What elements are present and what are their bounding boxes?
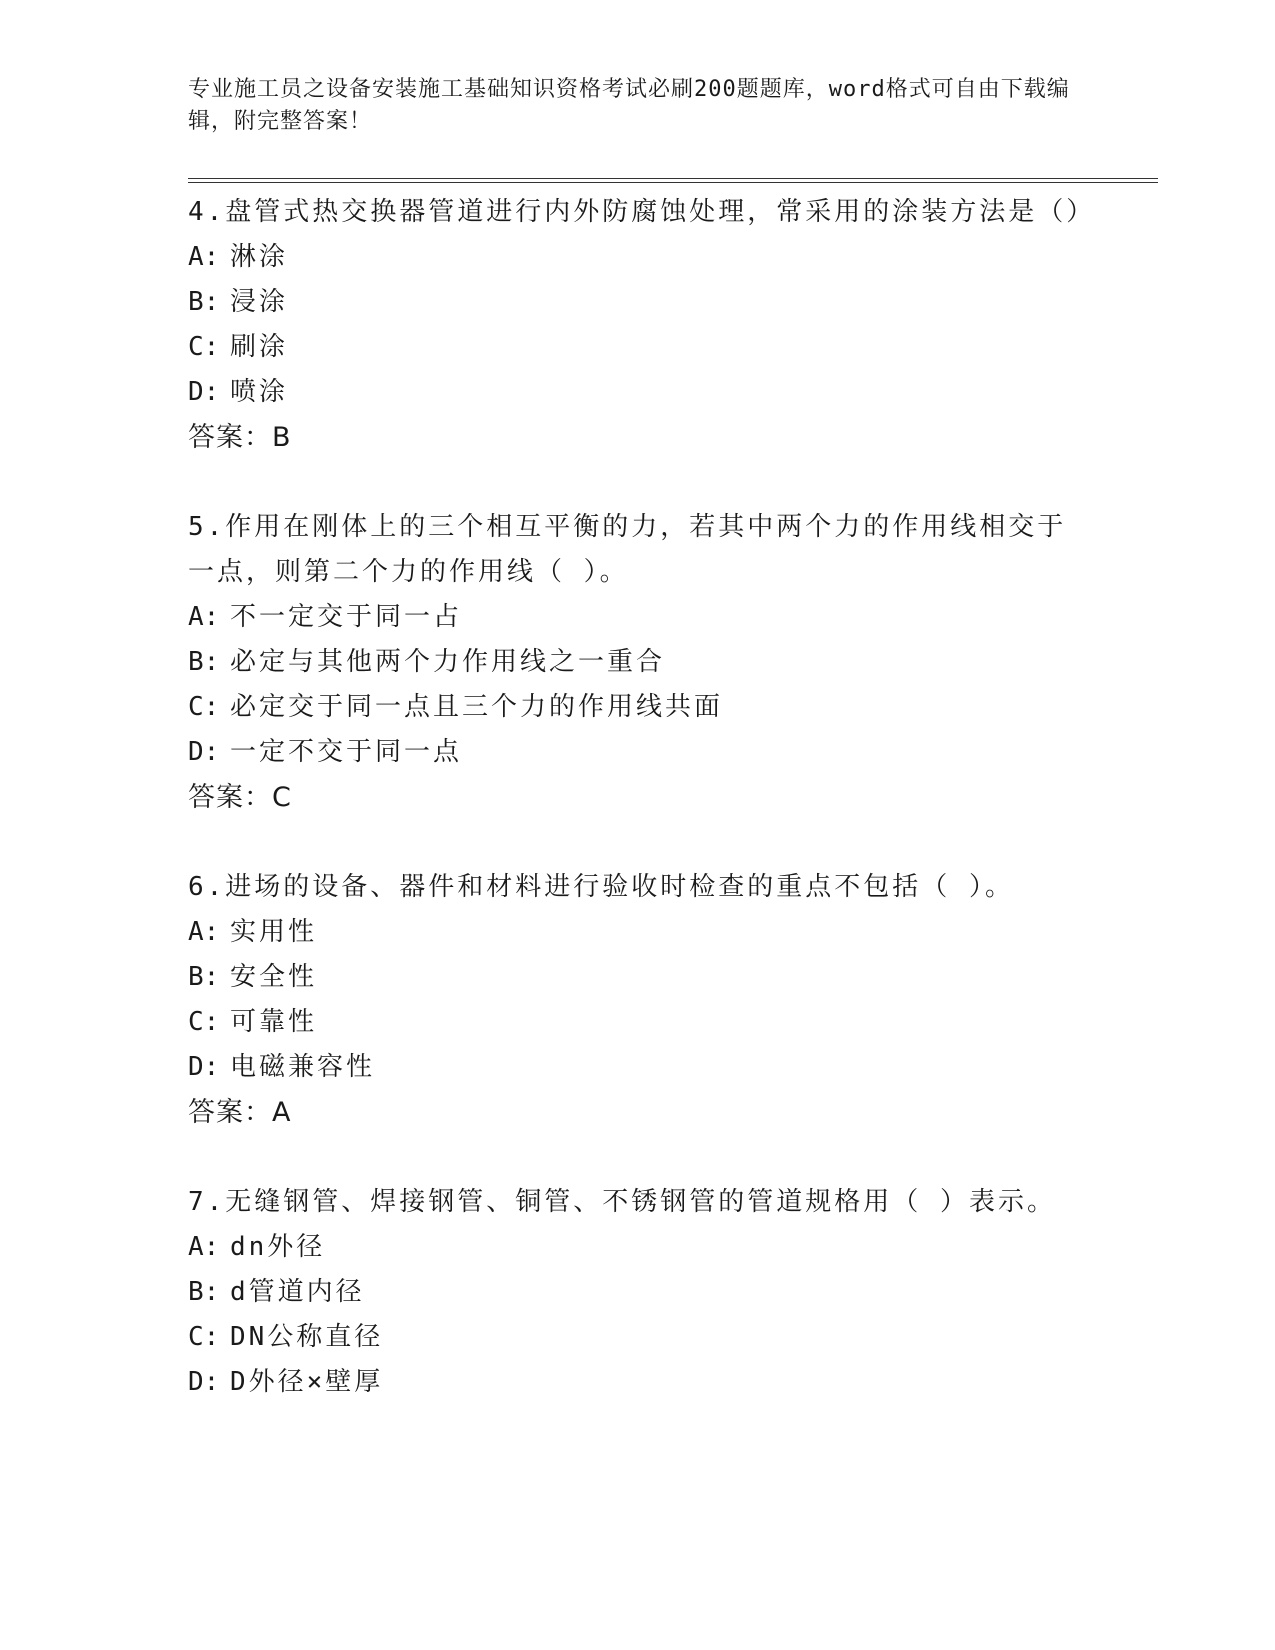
option-letter: C: bbox=[188, 1322, 220, 1352]
option-letter: B: bbox=[188, 962, 220, 992]
answer-line: 答案：B bbox=[188, 422, 292, 453]
option-letter: C: bbox=[188, 692, 220, 722]
option-text: 刷涂 bbox=[230, 332, 289, 362]
option-text: 必定与其他两个力作用线之一重合 bbox=[230, 647, 666, 677]
question-stem: 6.进场的设备、器件和材料进行验收时检查的重点不包括（ ）。 bbox=[188, 872, 1014, 902]
option-a bbox=[188, 910, 1088, 955]
option-letter: A: bbox=[188, 1232, 220, 1262]
option-text: 必定交于同一点且三个力的作用线共面 bbox=[230, 692, 724, 722]
option-c bbox=[188, 325, 1088, 370]
option-text: 实用性 bbox=[230, 917, 318, 947]
option-letter: B: bbox=[188, 647, 220, 677]
question-list bbox=[188, 190, 1096, 1449]
option-text: 浸涂 bbox=[230, 287, 289, 317]
header-divider-top bbox=[188, 178, 1158, 179]
option-text: 一定不交于同一点 bbox=[230, 737, 463, 767]
option-c bbox=[188, 1315, 1088, 1360]
option-letter: D: bbox=[188, 1052, 220, 1082]
answer-line: 答案：A bbox=[188, 1097, 292, 1128]
question-5 bbox=[188, 505, 1088, 821]
option-text: 可靠性 bbox=[230, 1007, 318, 1037]
option-letter: C: bbox=[188, 1007, 220, 1037]
option-text: 电磁兼容性 bbox=[230, 1052, 376, 1082]
option-a bbox=[188, 235, 1088, 280]
question-stem: 5.作用在刚体上的三个相互平衡的力，若其中两个力的作用线相交于一点，则第二个力的作用线（ ）。 bbox=[188, 512, 1067, 587]
option-text: 安全性 bbox=[230, 962, 318, 992]
option-b bbox=[188, 640, 1088, 685]
question-6 bbox=[188, 865, 1088, 1136]
answer-line: 答案：C bbox=[188, 782, 292, 813]
option-d bbox=[188, 1045, 1088, 1090]
option-b bbox=[188, 280, 1088, 325]
option-d bbox=[188, 730, 1088, 775]
option-letter: C: bbox=[188, 332, 220, 362]
option-text: DN公称直径 bbox=[230, 1322, 384, 1352]
option-text: 喷涂 bbox=[230, 377, 289, 407]
question-7 bbox=[188, 1180, 1088, 1405]
document-header: 专业施工员之设备安装施工基础知识资格考试必刷200题题库，word格式可自由下载编辑，附完整答案！ bbox=[188, 77, 1070, 134]
option-b bbox=[188, 955, 1088, 1000]
option-letter: D: bbox=[188, 377, 220, 407]
option-a bbox=[188, 1225, 1088, 1270]
option-text: D外径×壁厚 bbox=[230, 1367, 384, 1397]
option-letter: B: bbox=[188, 287, 220, 317]
question-stem: 7.无缝钢管、焊接钢管、铜管、不锈钢管的管道规格用（ ）表示。 bbox=[188, 1187, 1056, 1217]
question-stem: 4.盘管式热交换器管道进行内外防腐蚀处理，常采用的涂装方法是（） bbox=[188, 197, 1096, 227]
option-letter: D: bbox=[188, 737, 220, 767]
option-letter: A: bbox=[188, 917, 220, 947]
option-text: d管道内径 bbox=[230, 1277, 365, 1307]
option-c bbox=[188, 1000, 1088, 1045]
option-letter: B: bbox=[188, 1277, 220, 1307]
option-d bbox=[188, 370, 1088, 415]
option-d bbox=[188, 1360, 1088, 1405]
question-4 bbox=[188, 190, 1096, 461]
option-c bbox=[188, 685, 1088, 730]
option-letter: D: bbox=[188, 1367, 220, 1397]
header-divider-bottom bbox=[188, 182, 1158, 183]
option-letter: A: bbox=[188, 242, 220, 272]
option-letter: A: bbox=[188, 602, 220, 632]
option-text: dn外径 bbox=[230, 1232, 326, 1262]
option-b bbox=[188, 1270, 1088, 1315]
option-text: 不一定交于同一占 bbox=[230, 602, 463, 632]
option-text: 淋涂 bbox=[230, 242, 289, 272]
option-a bbox=[188, 595, 1088, 640]
